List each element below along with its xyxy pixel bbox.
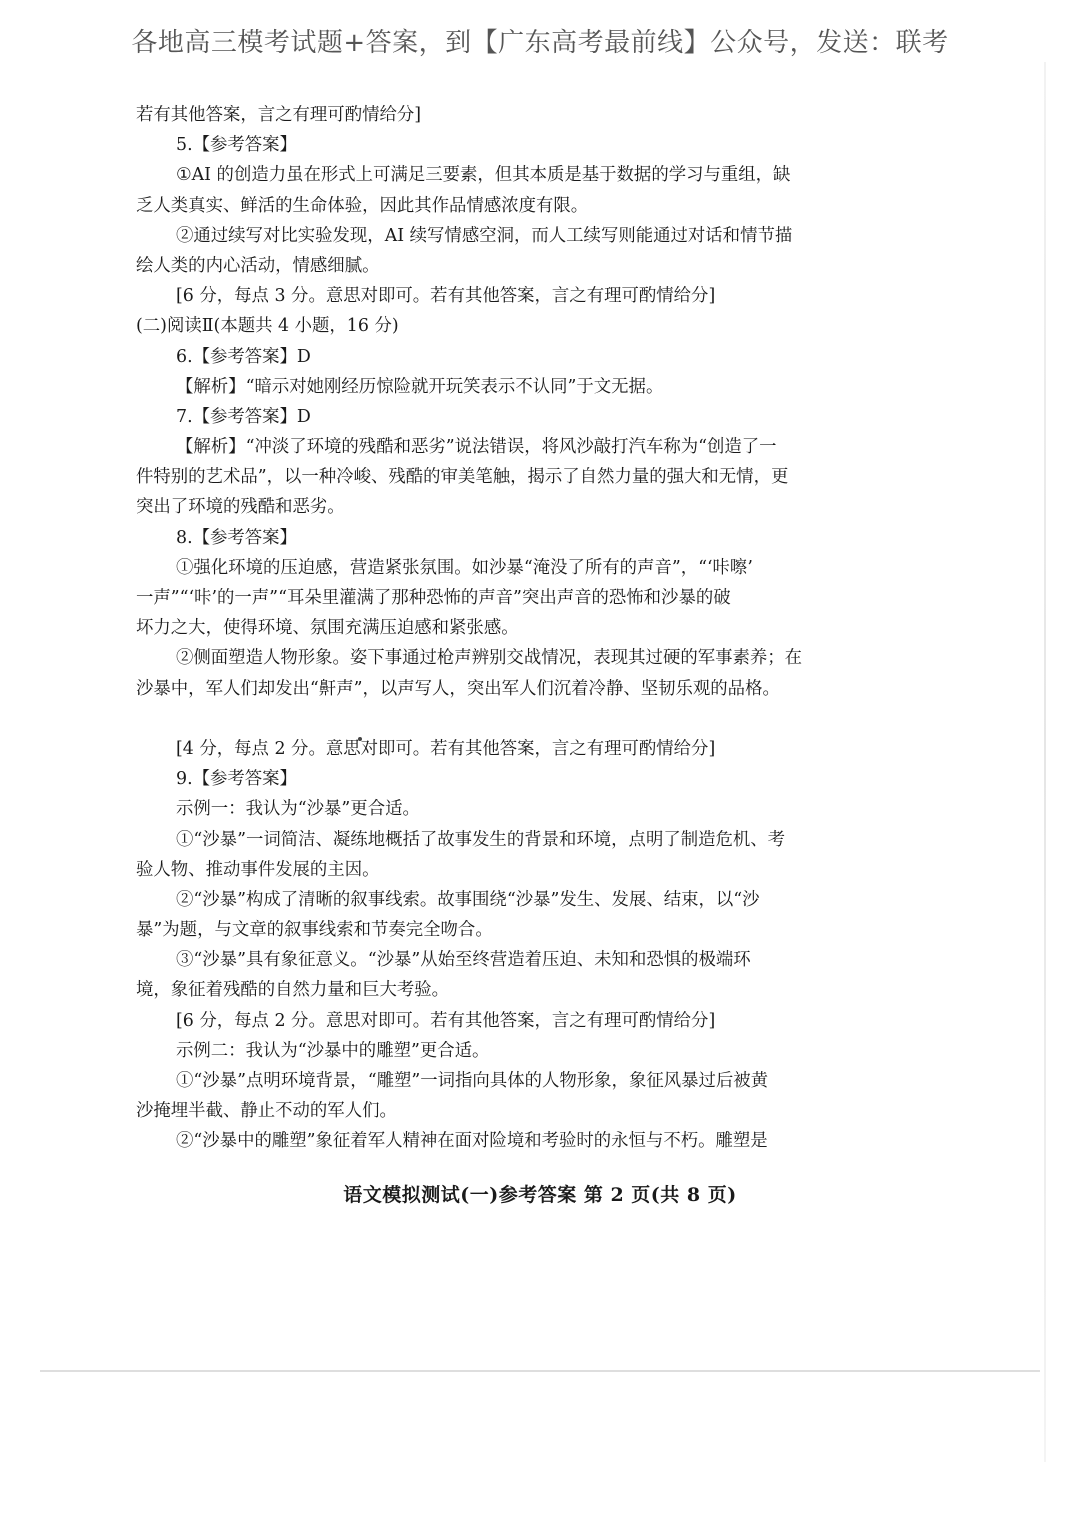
text-line-l17: 一声”“‘咔’的一声”“耳朵里灌满了那种恐怖的声音”突出声音的恐怖和沙暴的破 (136, 588, 731, 608)
scan-line (40, 1370, 1040, 1372)
text-line-l16: ①强化环境的压迫感，营造紧张氛围。如沙暴“淹没了所有的声音”，“‘咔嚓’ (176, 557, 753, 578)
text-line-l33: 沙掩埋半截、静止不动的军人们。 (136, 1101, 397, 1122)
text-line-l06: 绘人类的内心活动，情感细腻。 (136, 255, 380, 276)
text-line-l21: [4 分，每点 2 分。意思对即可。若有其他答案，言之有理可酌情给分] (176, 738, 716, 759)
text-line-l15: 8.【参考答案】 (176, 527, 297, 548)
watermark-banner: 各地高三模考试题+答案，到【广东高考最前线】公众号，发送：联考 (131, 28, 949, 58)
text-line-l14: 突出了环境的残酷和恶劣。 (136, 497, 345, 518)
text-line-l01: 若有其他答案，言之有理可酌情给分] (136, 105, 422, 125)
blank-gap (136, 704, 906, 734)
scan-edge (1044, 62, 1046, 1462)
text-line-l19: ②侧面塑造人物形象。姿下事通过枪声辨别交战情况，表现其过硬的军事素养；在 (176, 648, 803, 669)
text-line-l07: [6 分，每点 3 分。意思对即可。若有其他答案，言之有理可酌情给分] (176, 286, 716, 307)
text-line-l11: 7.【参考答案】D (176, 406, 311, 427)
text-line-l08: (二)阅读Ⅱ(本题共 4 小题，16 分) (136, 316, 399, 337)
text-line-l04: 乏人类真实、鲜活的生命体验，因此其作品情感浓度有限。 (136, 195, 589, 216)
text-line-l32: ①“沙暴”点明环境背景，“雕塑”一词指向具体的人物形象，象征风暴过后被黄 (176, 1071, 769, 1091)
text-line-l10: 【解析】“暗示对她刚经历惊险就开玩笑表示不认同”于文无据。 (176, 376, 664, 397)
text-line-l29: 境，象征着残酷的自然力量和巨大考验。 (136, 980, 450, 1001)
answer-text-body (136, 100, 906, 1157)
text-line-l31: 示例二：我认为“沙暴中的雕塑”更合适。 (176, 1040, 490, 1061)
text-line-l23: 示例一：我认为“沙暴”更合适。 (176, 799, 420, 820)
text-line-l02: 5.【参考答案】 (176, 135, 297, 156)
text-line-l09: 6.【参考答案】D (176, 346, 311, 367)
text-line-l34: ②“沙暴中的雕塑”象征着军人精神在面对险境和考验时的永恒与不朽。雕塑是 (176, 1131, 768, 1152)
text-line-l12: 【解析】“冲淡了环境的残酷和恶劣”说法错误，将风沙敲打汽车称为“创造了一 (176, 437, 777, 458)
page-footer: 语文模拟测试(一)参考答案 第 2 页(共 8 页) (343, 1184, 737, 1206)
text-line-l30: [6 分，每点 2 分。意思对即可。若有其他答案，言之有理可酌情给分] (176, 1010, 716, 1031)
text-line-l13: 件特别的艺术品”，以一种冷峻、残酷的审美笔触，揭示了自然力量的强大和无情，更 (136, 467, 789, 488)
text-line-l25: 验人物、推动事件发展的主因。 (136, 859, 380, 880)
text-line-l22: 9.【参考答案】 (176, 769, 297, 790)
text-line-l28: ③“沙暴”具有象征意义。“沙暴”从始至终营造着压迫、未知和恐惧的极端环 (176, 950, 751, 971)
text-line-l27: 暴”为题，与文章的叙事线索和节奏完全吻合。 (136, 920, 493, 941)
text-line-l05: ②通过续写对比实验发现，AI 续写情感空洞，而人工续写则能通过对话和情节描 (176, 225, 793, 246)
text-line-l24: ①“沙暴”一词简洁、凝练地概括了故事发生的背景和环境，点明了制造危机、考 (176, 829, 786, 850)
text-line-l03: ①AI 的创造力虽在形式上可满足三要素，但其本质是基于数据的学习与重组，缺 (176, 165, 791, 186)
text-line-l26: ②“沙暴”构成了清晰的叙事线索。故事围绕“沙暴”发生、发展、结束，以“沙 (176, 889, 760, 910)
text-line-l20: 沙暴中，军人们却发出“鼾声”，以声写人，突出军人们沉着冷静、坚韧乐观的品格。 (136, 678, 780, 699)
text-line-l18: 坏力之大，使得环境、氛围充满压迫感和紧张感。 (136, 618, 519, 639)
